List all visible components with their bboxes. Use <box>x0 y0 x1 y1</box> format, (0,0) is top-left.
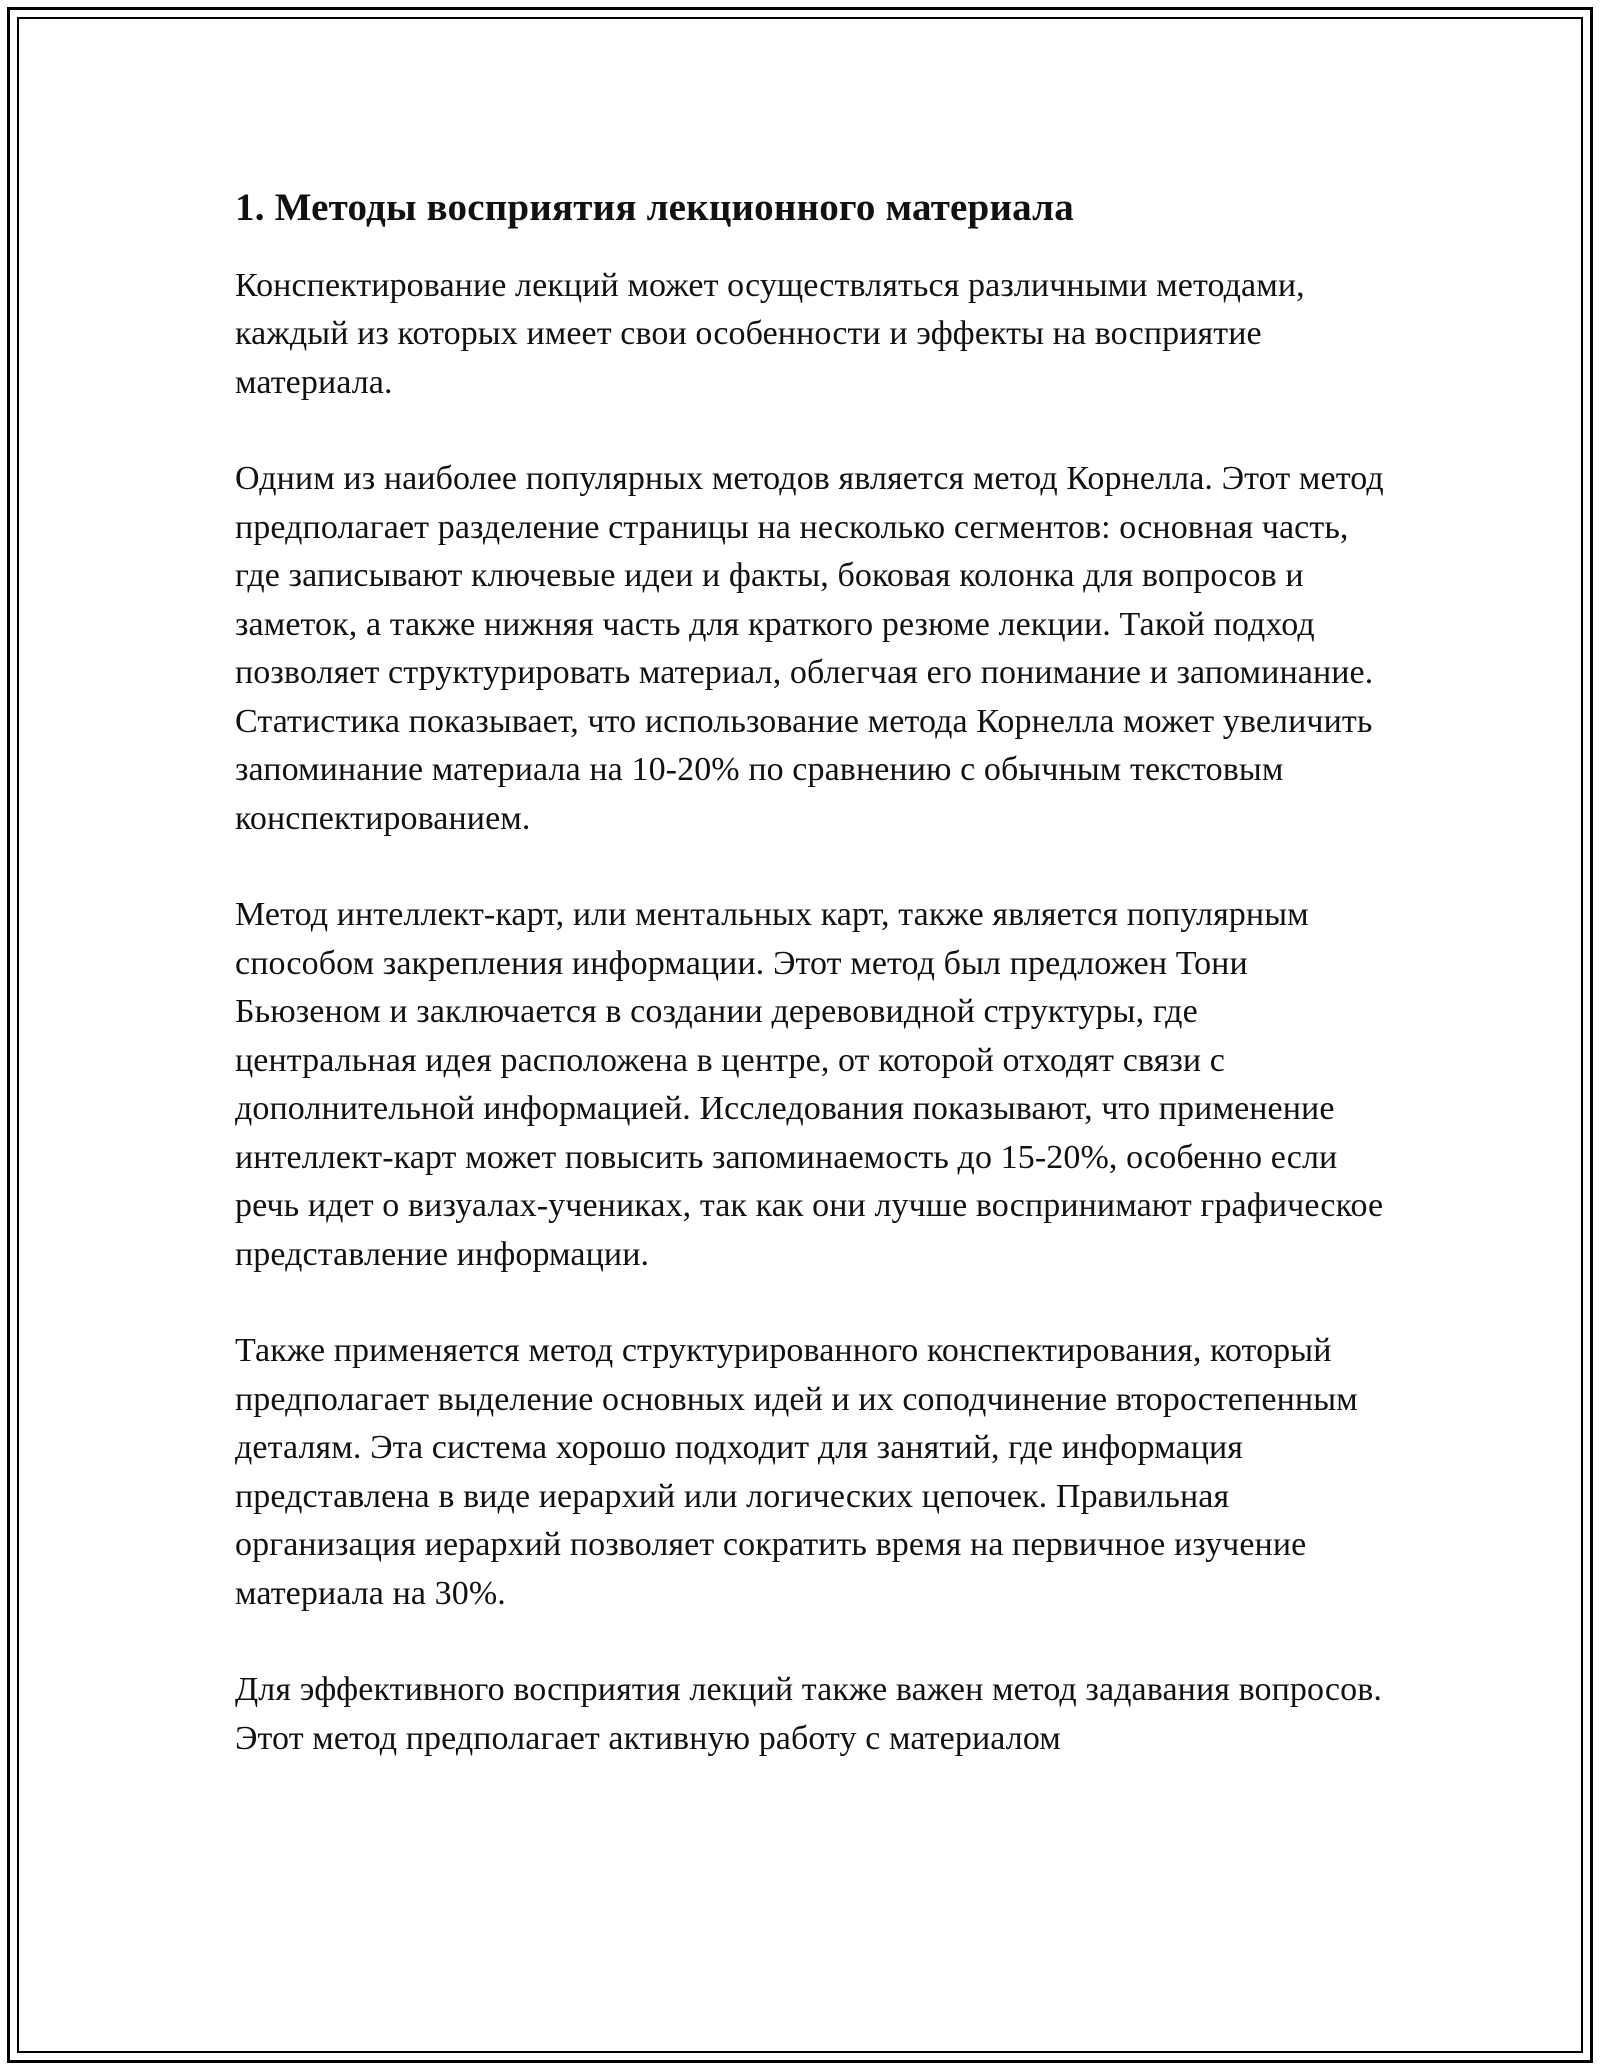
paragraph-structured-notes: Также применяется метод структурированного конспектирования, который предполагает выделение основных идей и их соподчинение второстепенным деталям. Эта система хорошо подходит для занятий, где информация представлена в виде иерархий или логических цепочек. Правильная организация иерархий позволяет сократить время на первичное изучение материала на 30%. <box>235 1332 1358 1612</box>
paragraph-questioning-method: Для эффективного восприятия лекций также важен метод задавания вопросов. Этот метод предполагает активную работу с материалом <box>235 1671 1382 1757</box>
paragraph-intro: Конспектирование лекций может осуществляться различными методами, каждый из которых имеет свои особенности и эффекты на восприятие материала. <box>235 266 1305 401</box>
paragraph-mind-maps: Метод интеллект-карт, или ментальных карт, также является популярным способом закрепления информации. Этот метод был предложен Тони Бьюзеном и заключается в создании деревовидной структуры, где центральная идея расположена в центре, от которой отходят связи с дополнительной информацией. Исследования показывают, что применение интеллект-карт может повысить запоминаемость до 15-20%, особенно если речь идет о визуалах-учениках, так как они лучше воспринимают графическое представление информации. <box>235 896 1384 1273</box>
section-heading: 1. Методы восприятия лекционного материала <box>235 186 1074 229</box>
paragraph-cornell-method: Одним из наиболее популярных методов является метод Корнелла. Этот метод предполагает разделение страницы на несколько сегментов: основная часть, где записывают ключевые идеи и факты, боковая колонка для вопросов и заметок, а также нижняя часть для краткого резюме лекции. Такой подход позволяет структурировать материал, облегчая его понимание и запоминание. Статистика показывает, что использование метода Корнелла может увеличить запоминание материала на 10-20% по сравнению с обычным текстовым конспектированием. <box>235 460 1384 837</box>
document-body <box>235 183 1385 1811</box>
